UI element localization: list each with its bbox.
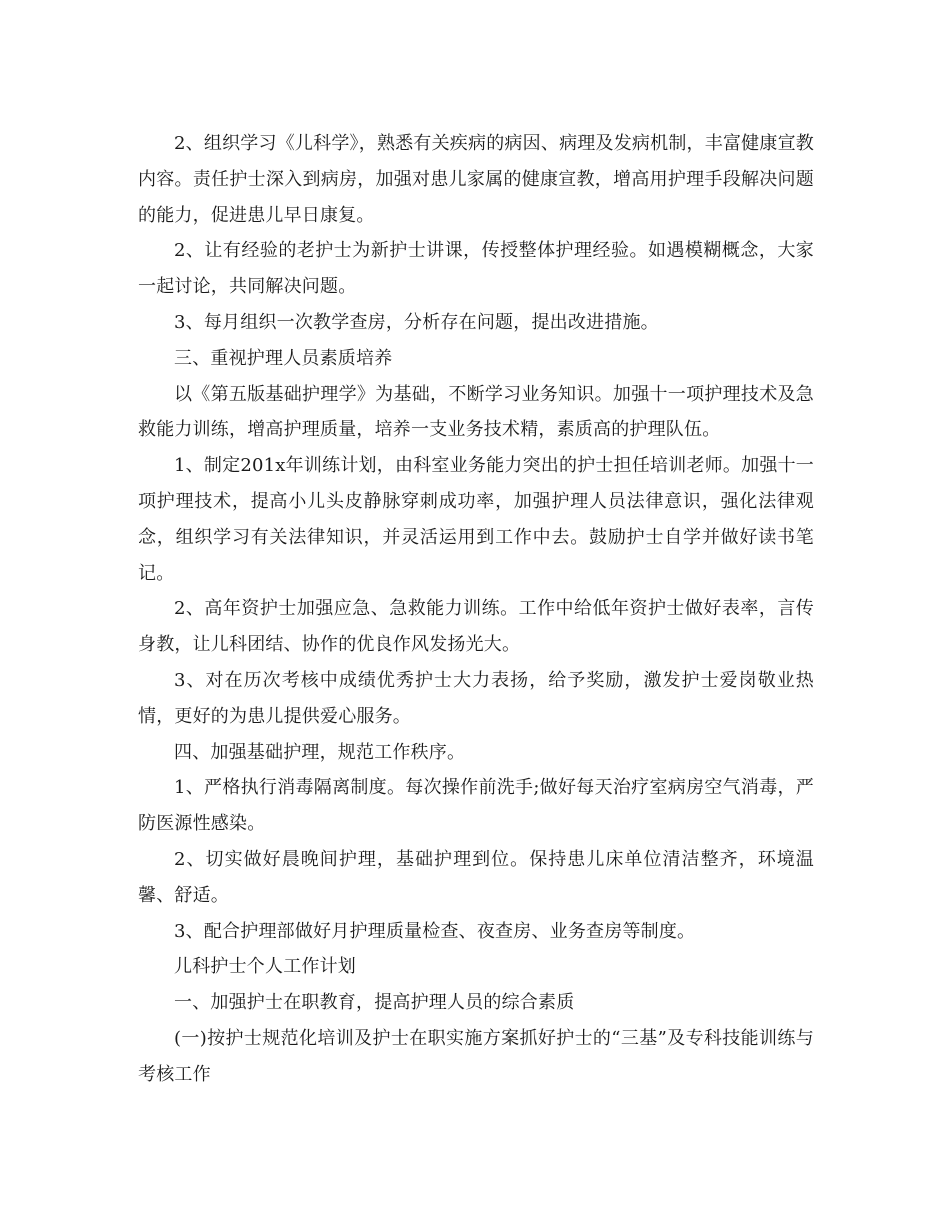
paragraph-3: 3、每月组织一次教学查房，分析存在问题，提出改进措施。 bbox=[174, 311, 659, 333]
paragraph-1: 2、组织学习《儿科学》，熟悉有关疾病的病因、病理及发病机制，丰富健康宣教内容。责任护士深入到病房，加强对患儿家属的健康宣教，增高用护理手段解决问题的能力，促进患儿早日康复。 bbox=[138, 133, 814, 226]
paragraph-10: 1、严格执行消毒隔离制度。每次操作前洗手;做好每天治疗室病房空气消毒，严防医源性感染。 bbox=[138, 777, 814, 835]
paragraph-15: (一)按护士规范化培训及护士在职实施方案抓好护士的“三基”及专科技能训练与考核工作 bbox=[138, 1027, 814, 1085]
paragraph-5: 以《第五版基础护理学》为基础，不断学习业务知识。加强十一项护理技术及急救能力训练，增高护理质量，培养一支业务技术精，素质高的护理队伍。 bbox=[138, 383, 814, 441]
section-heading-4: 四、加强基础护理，规范工作秩序。 bbox=[174, 741, 466, 763]
section-heading-3: 三、重视护理人员素质培养 bbox=[174, 347, 393, 369]
paragraph-6: 1、制定201x年训练计划，由科室业务能力突出的护士担任培训老师。加强十一项护理技术，提高小儿头皮静脉穿刺成功率，加强护理人员法律意识，强化法律观念，组织学习有关法律知识，并灵活运用到工作中去。鼓励护士自学并做好读书笔记。 bbox=[138, 455, 814, 584]
paragraph-7: 2、高年资护士加强应急、急救能力训练。工作中给低年资护士做好表率，言传身教，让儿科团结、协作的优良作风发扬光大。 bbox=[138, 598, 814, 656]
document-subtitle: 儿科护士个人工作计划 bbox=[174, 956, 356, 978]
document-body bbox=[138, 126, 814, 1093]
paragraph-11: 2、切实做好晨晚间护理，基础护理到位。保持患儿床单位清洁整齐，环境温馨、舒适。 bbox=[138, 848, 814, 906]
paragraph-2: 2、让有经验的老护士为新护士讲课，传授整体护理经验。如遇模糊概念，大家一起讨论，共同解决问题。 bbox=[138, 240, 814, 298]
section-heading-1: 一、加强护士在职教育，提高护理人员的综合素质 bbox=[174, 992, 575, 1014]
paragraph-12: 3、配合护理部做好月护理质量检查、夜查房、业务查房等制度。 bbox=[174, 920, 696, 942]
paragraph-8: 3、对在历次考核中成绩优秀护士大力表扬，给予奖励，激发护士爱岗敬业热情，更好的为患儿提供爱心服务。 bbox=[138, 669, 814, 727]
